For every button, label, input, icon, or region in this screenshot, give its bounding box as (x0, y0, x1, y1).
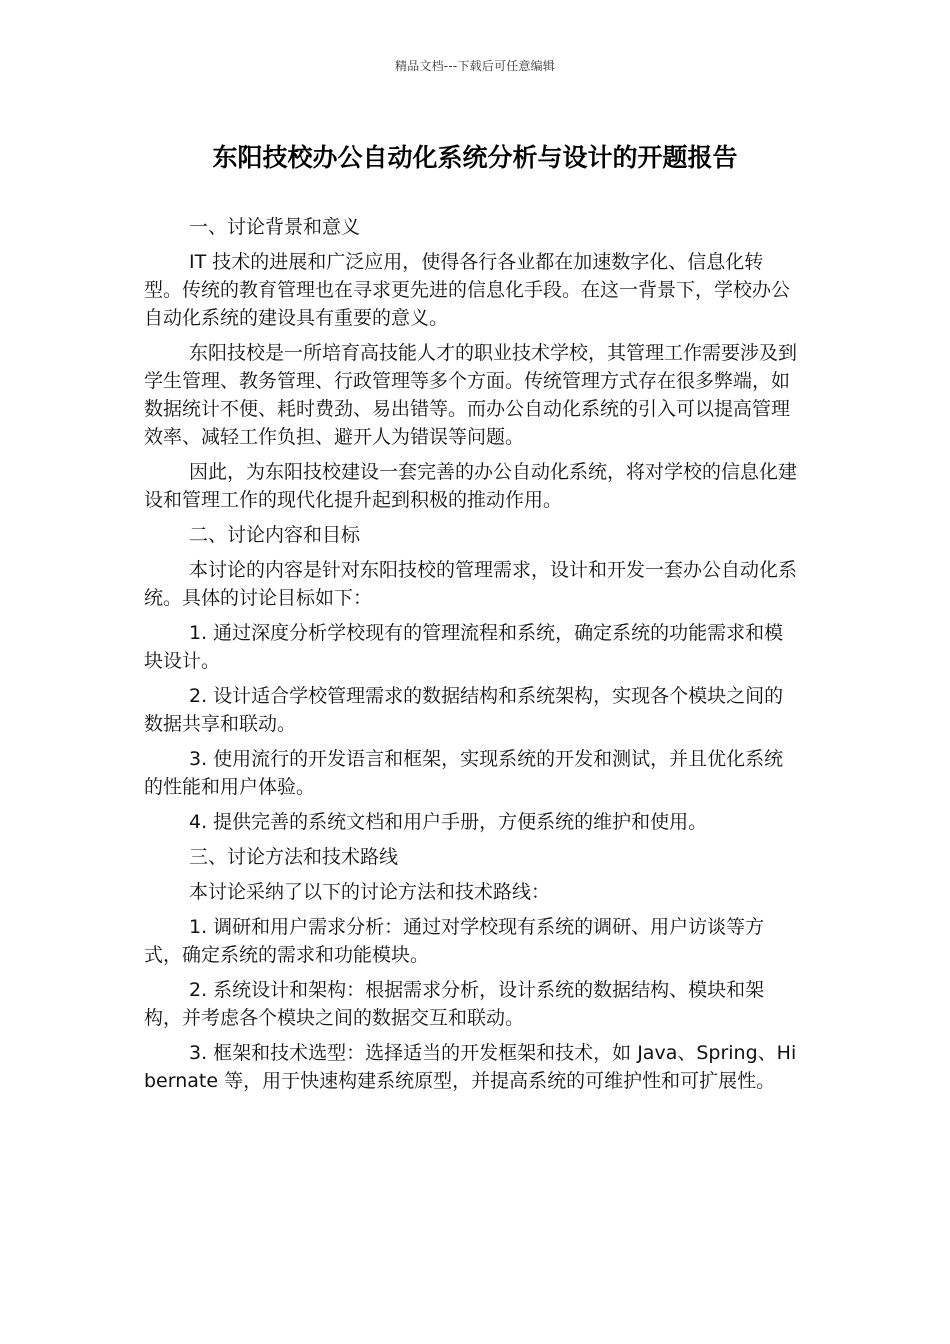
section-heading-methods: 三、讨论方法和技术路线 (189, 846, 399, 868)
list-item: 3. 框架和技术选型：选择适当的开发框架和技术，如 Java、Spring、Hibernate 等，用于快速构建系统原型，并提高系统的可维护性和可扩展性。 (144, 1042, 797, 1092)
paragraph: 本讨论的内容是针对东阳技校的管理需求，设计和开发一套办公自动化系统。具体的讨论目标如下： (144, 559, 798, 609)
list-item: 1. 通过深度分析学校现有的管理流程和系统，确定系统的功能需求和模块设计。 (144, 622, 784, 672)
header-note: 精品文档---下载后可任意编辑 (395, 59, 555, 73)
paragraph: IT 技术的进展和广泛应用，使得各行各业都在加速数字化、信息化转型。传统的教育管理也在寻求更先进的信息化手段。在这一背景下，学校办公自动化系统的建设具有重要的意义。 (144, 251, 791, 329)
section-heading-background: 一、讨论背景和意义 (189, 216, 361, 238)
section-heading-content-goals: 二、讨论内容和目标 (189, 524, 361, 546)
list-item: 1. 调研和用户需求分析：通过对学校现有系统的调研、用户访谈等方式，确定系统的需求和功能模块。 (144, 916, 765, 966)
paragraph: 本讨论采纳了以下的讨论方法和技术路线： (189, 881, 551, 903)
paragraph: 东阳技校是一所培育高技能人才的职业技术学校，其管理工作需要涉及到学生管理、教务管理、行政管理等多个方面。传统管理方式存在很多弊端，如数据统计不便、耗时费劲、易出错等。而办公自动化系统的引入可以提高管理效率、减轻工作负担、避开人为错误等问题。 (144, 342, 798, 448)
list-item: 2. 设计适合学校管理需求的数据结构和系统架构，实现各个模块之间的数据共享和联动。 (144, 685, 784, 735)
document-title: 东阳技校办公自动化系统分析与设计的开题报告 (212, 143, 738, 172)
list-item: 4. 提供完善的系统文档和用户手册，方便系统的维护和使用。 (189, 811, 708, 833)
list-item: 2. 系统设计和架构：根据需求分析，设计系统的数据结构、模块和架构，并考虑各个模块之间的数据交互和联动。 (144, 979, 765, 1029)
document-body (144, 213, 800, 1102)
list-item: 3. 使用流行的开发语言和框架，实现系统的开发和测试，并且优化系统的性能和用户体验。 (144, 748, 784, 798)
paragraph: 因此，为东阳技校建设一套完善的办公自动化系统，将对学校的信息化建设和管理工作的现代化提升起到积极的推动作用。 (144, 461, 798, 511)
